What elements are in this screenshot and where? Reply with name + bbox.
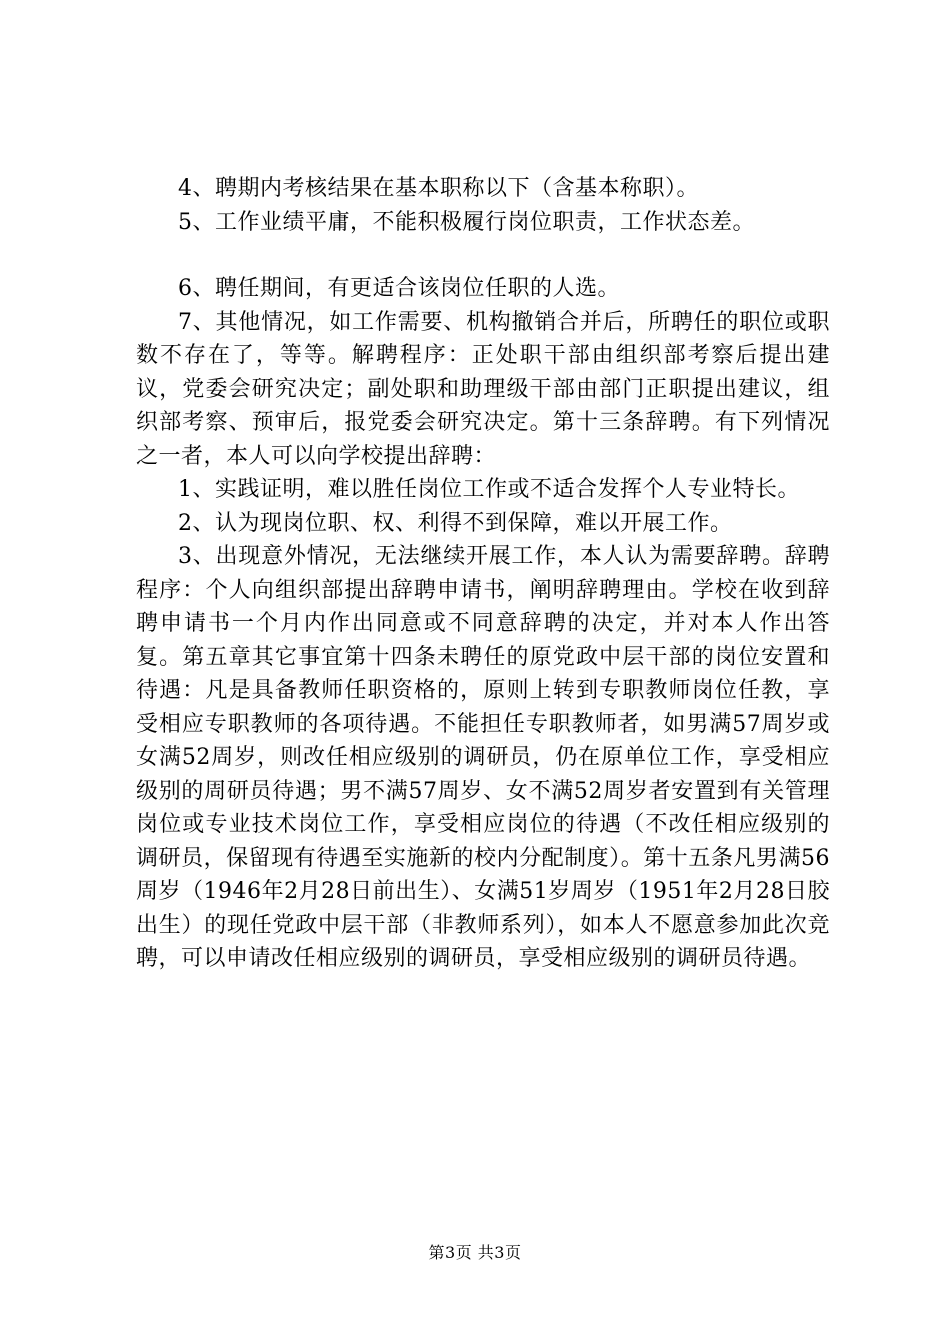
paragraph-resign-3: 3、出现意外情况，无法继续开展工作，本人认为需要辞聘。辞聘程序：个人向组织部提出辞聘申请书，阐明辞聘理由。学校在收到辞聘申请书一个月内作出同意或不同意辞聘的决定，并对本人作出答复。第五章其它事宜第十四条未聘任的原党政中层干部的岗位安置和待遇：凡是具备教师任职资格的，原则上转到专职教师岗位任教，享受相应专职教师的各项待遇。不能担任专职教师者，如男满57周岁或女满52周岁，则改任相应级别的调研员，仍在原单位工作，享受相应级别的周研员待遇；男不满57周岁、女不满52周岁者安置到有关管理岗位或专业技术岗位工作，享受相应岗位的待遇（不改任相应级别的调研员，保留现有待遇至实施新的校内分配制度）。第十五条凡男满56周岁（1946年2月28日前出生）、女满51岁周岁（1951年2月28日胶出生）的现任党政中层干部（非教师系列），如本人不愿意参加此次竞聘，可以申请改任相应级别的调研员，享受相应级别的调研员待遇。 (136, 544, 830, 971)
page-footer: 第3页 共3页 (428, 1243, 522, 1262)
paragraph-resign-2: 2、认为现岗位职、权、利得不到保障，难以开展工作。 (178, 510, 733, 536)
paragraph-gap (136, 239, 830, 272)
paragraph-item-7: 7、其他情况，如工作需要、机构撤销合并后，所聘任的职位或职数不存在了，等等。解聘程序：正处职干部由组织部考察后提出建议，党委会研究决定；副处职和助理级干部由部门正职提出建议，组织部考察、预审后，报党委会研究决定。第十三条辞聘。有下列情况之一者，本人可以向学校提出辞聘： (136, 309, 830, 469)
paragraph-item-5: 5、工作业绩平庸，不能积极履行岗位职责，工作状态差。 (178, 209, 755, 235)
paragraph-resign-1: 1、实践证明，难以胜任岗位工作或不适合发挥个人专业特长。 (178, 477, 800, 502)
document-body (136, 172, 830, 976)
paragraph-item-6: 6、聘任期间，有更适合该岗位任职的人选。 (178, 276, 620, 301)
paragraph-item-4: 4、聘期内考核结果在基本职称以下（含基本称职）。 (178, 176, 699, 201)
